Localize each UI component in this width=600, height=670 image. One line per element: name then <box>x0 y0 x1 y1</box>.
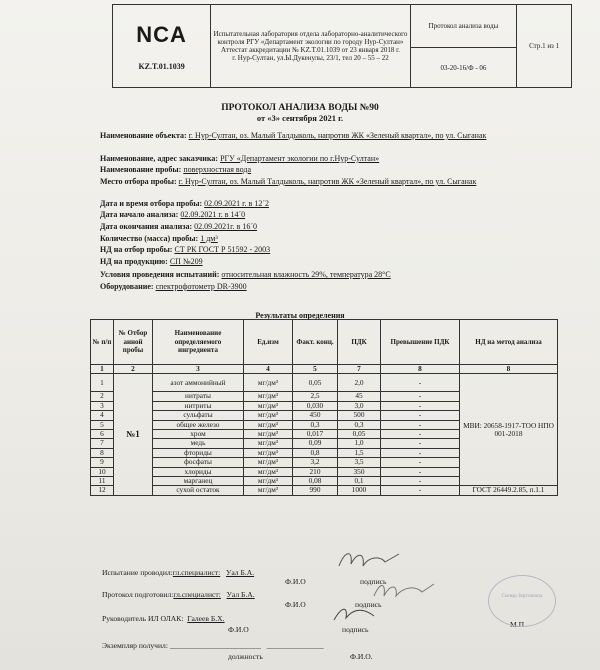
field-analysis-end: Дата окончания анализа: 02.09.2021г. в 16´0 <box>100 222 257 231</box>
signature-line-receiver: Экземпляр получил: ________________________ _______________ <box>102 641 324 650</box>
table-row: 10 хлориды мг/дм³ 210 350 - <box>91 467 558 476</box>
table-row: 1 №1 азот аммонийный мг/дм³ 0,05 2,0 - МВИ: 20658-1917-ТОО НПО 001-2018 <box>91 374 558 392</box>
doc-title-cell: Протокол анализа воды <box>410 5 516 48</box>
protocol-date: от «3» сентября 2021 г. <box>256 113 344 123</box>
signature-caption-2: подпись <box>355 600 382 609</box>
form-number: 03-20-16/Ф - 06 <box>410 48 516 88</box>
fio-caption-2: Ф.И.О <box>285 600 306 609</box>
document-header <box>112 4 572 88</box>
lab-address: г. Нур-Султан, ул.Ы.Дукенулы, 23/1, тел 20 – 55 – 22 <box>232 54 389 62</box>
fio-caption-4: Ф.И.О. <box>350 652 373 661</box>
registration-number: KZ.T.01.1039 <box>138 61 185 71</box>
signature-line-head: Руководитель ИЛ ОЛАК: Галеев Б.Х. <box>102 614 225 623</box>
sample-number: №1 <box>114 374 153 495</box>
protocol-title: ПРОТОКОЛ АНАЛИЗА ВОДЫ №90 <box>221 103 379 113</box>
col-header-fact: Факт. конц. <box>293 320 338 365</box>
logo-cell <box>113 5 211 88</box>
field-sampling-place: Место отбора пробы: г. Нур-Султан, оз. Малый Талдыколь, напротив ЖК «Зеленый квартал», по ул. Сыганак <box>100 177 477 186</box>
table-row: 9 фосфаты мг/дм³ 3,2 3,5 - <box>91 458 558 467</box>
col-header-exceed: Превышение ПДК <box>381 320 460 365</box>
col-header-num: № п/п <box>91 320 114 365</box>
results-title: Результаты определения <box>255 311 345 320</box>
field-customer: Наименование, адрес заказчика: РГУ «Департамент экологии по г.Нур-Султан» <box>100 154 380 163</box>
method-reference: МВИ: 20658-1917-ТОО НПО 001-2018 <box>460 374 558 486</box>
field-object: Наименование объекта: г. Нур-Султан, оз. Малый Талдыколь, напротив ЖК «Зеленый квартал», по ул. Сыганак <box>100 131 487 140</box>
field-sample-quantity: Количество (масса) пробы: 1 дм³ <box>100 234 218 243</box>
seal-stamp: Сыныр Зертханасы <box>488 575 556 627</box>
column-numbers-row: 1 2 3 4 5 7 8 8 <box>91 365 558 374</box>
stamp-place-caption: М.П. <box>510 620 527 629</box>
lab-info-cell <box>211 5 411 88</box>
signature-caption-1: подпись <box>360 577 387 586</box>
results-table <box>90 319 558 496</box>
col-header-unit: Ед.изм <box>244 320 293 365</box>
field-analysis-start: Дата начало анализа: 02.09.2021 г. в 14´0 <box>100 210 246 219</box>
signature-scribble-1 <box>335 546 405 574</box>
signature-scribble-2 <box>370 578 440 604</box>
accreditation: Аттестат аккредитации № KZ.T.01.1039 от 23 января 2018 г. <box>221 46 400 54</box>
signature-caption-3: подпись <box>342 625 369 634</box>
field-sampling-date: Дата и время отбора пробы: 02.09.2021 г. в 12´2 <box>100 199 269 208</box>
field-product-standard: НД на продукцию: СП №209 <box>100 257 203 266</box>
col-header-pdk: ПДК <box>338 320 381 365</box>
field-sample-name: Наименование пробы: поверхностная вода <box>100 165 252 174</box>
table-row: 12 сухой остаток мг/дм³ 990 1000 - ГОСТ 26449.2.85, п.1.1 <box>91 486 558 495</box>
table-row: 11 марганец мг/дм³ 0,08 0,1 - <box>91 477 558 486</box>
field-test-conditions: Условия проведения испытаний: относительная влажность 29%, температура 28°С <box>100 270 391 279</box>
table-row: 2 нитраты мг/дм³ 2,5 45 - <box>91 392 558 401</box>
table-row: 3 нитриты мг/дм³ 0,030 3,0 - <box>91 401 558 410</box>
col-header-sample: № Отбор анной пробы <box>114 320 153 365</box>
page-number: Стр.1 из 1 <box>517 5 572 88</box>
signature-scribble-3 <box>330 604 380 626</box>
field-equipment: Оборудование: спектрофотометр DR-3900 <box>100 282 247 291</box>
lab-name: Испытательная лаборатория отдела лабораторно-аналитического контроля РГУ «Департамент экологии по городу Нур-Султан» <box>213 30 408 46</box>
table-row: 8 фториды мг/дм³ 0,8 1,5 - <box>91 448 558 457</box>
signature-line-preparer: Протокол подготовил:гл.специалист: Уал Б.А. <box>102 590 255 599</box>
logo: NCA <box>136 21 187 47</box>
signature-line-tester: Испытание проводил:гл.специалист: Уал Б.А. <box>102 568 255 577</box>
col-header-ingredient: Наименование определяемого ингредиента <box>153 320 244 365</box>
fio-caption-3: Ф.И.О <box>228 625 249 634</box>
position-caption: должность <box>228 652 263 661</box>
table-row: 5 общее железо мг/дм³ 0,3 0,3 - <box>91 420 558 429</box>
fio-caption-1: Ф.И.О <box>285 577 306 586</box>
col-header-method: НД на метод анализа <box>460 320 558 365</box>
field-sampling-standard: НД на отбор пробы: СТ РК ГОСТ Р 51592 - 2003 <box>100 245 271 254</box>
table-row: 4 сульфаты мг/дм³ 450 500 - <box>91 411 558 420</box>
method-reference-2: ГОСТ 26449.2.85, п.1.1 <box>460 486 558 495</box>
table-row: 7 медь мг/дм³ 0,09 1,0 - <box>91 439 558 448</box>
table-row: 6 хром мг/дм³ 0,017 0,05 - <box>91 430 558 439</box>
